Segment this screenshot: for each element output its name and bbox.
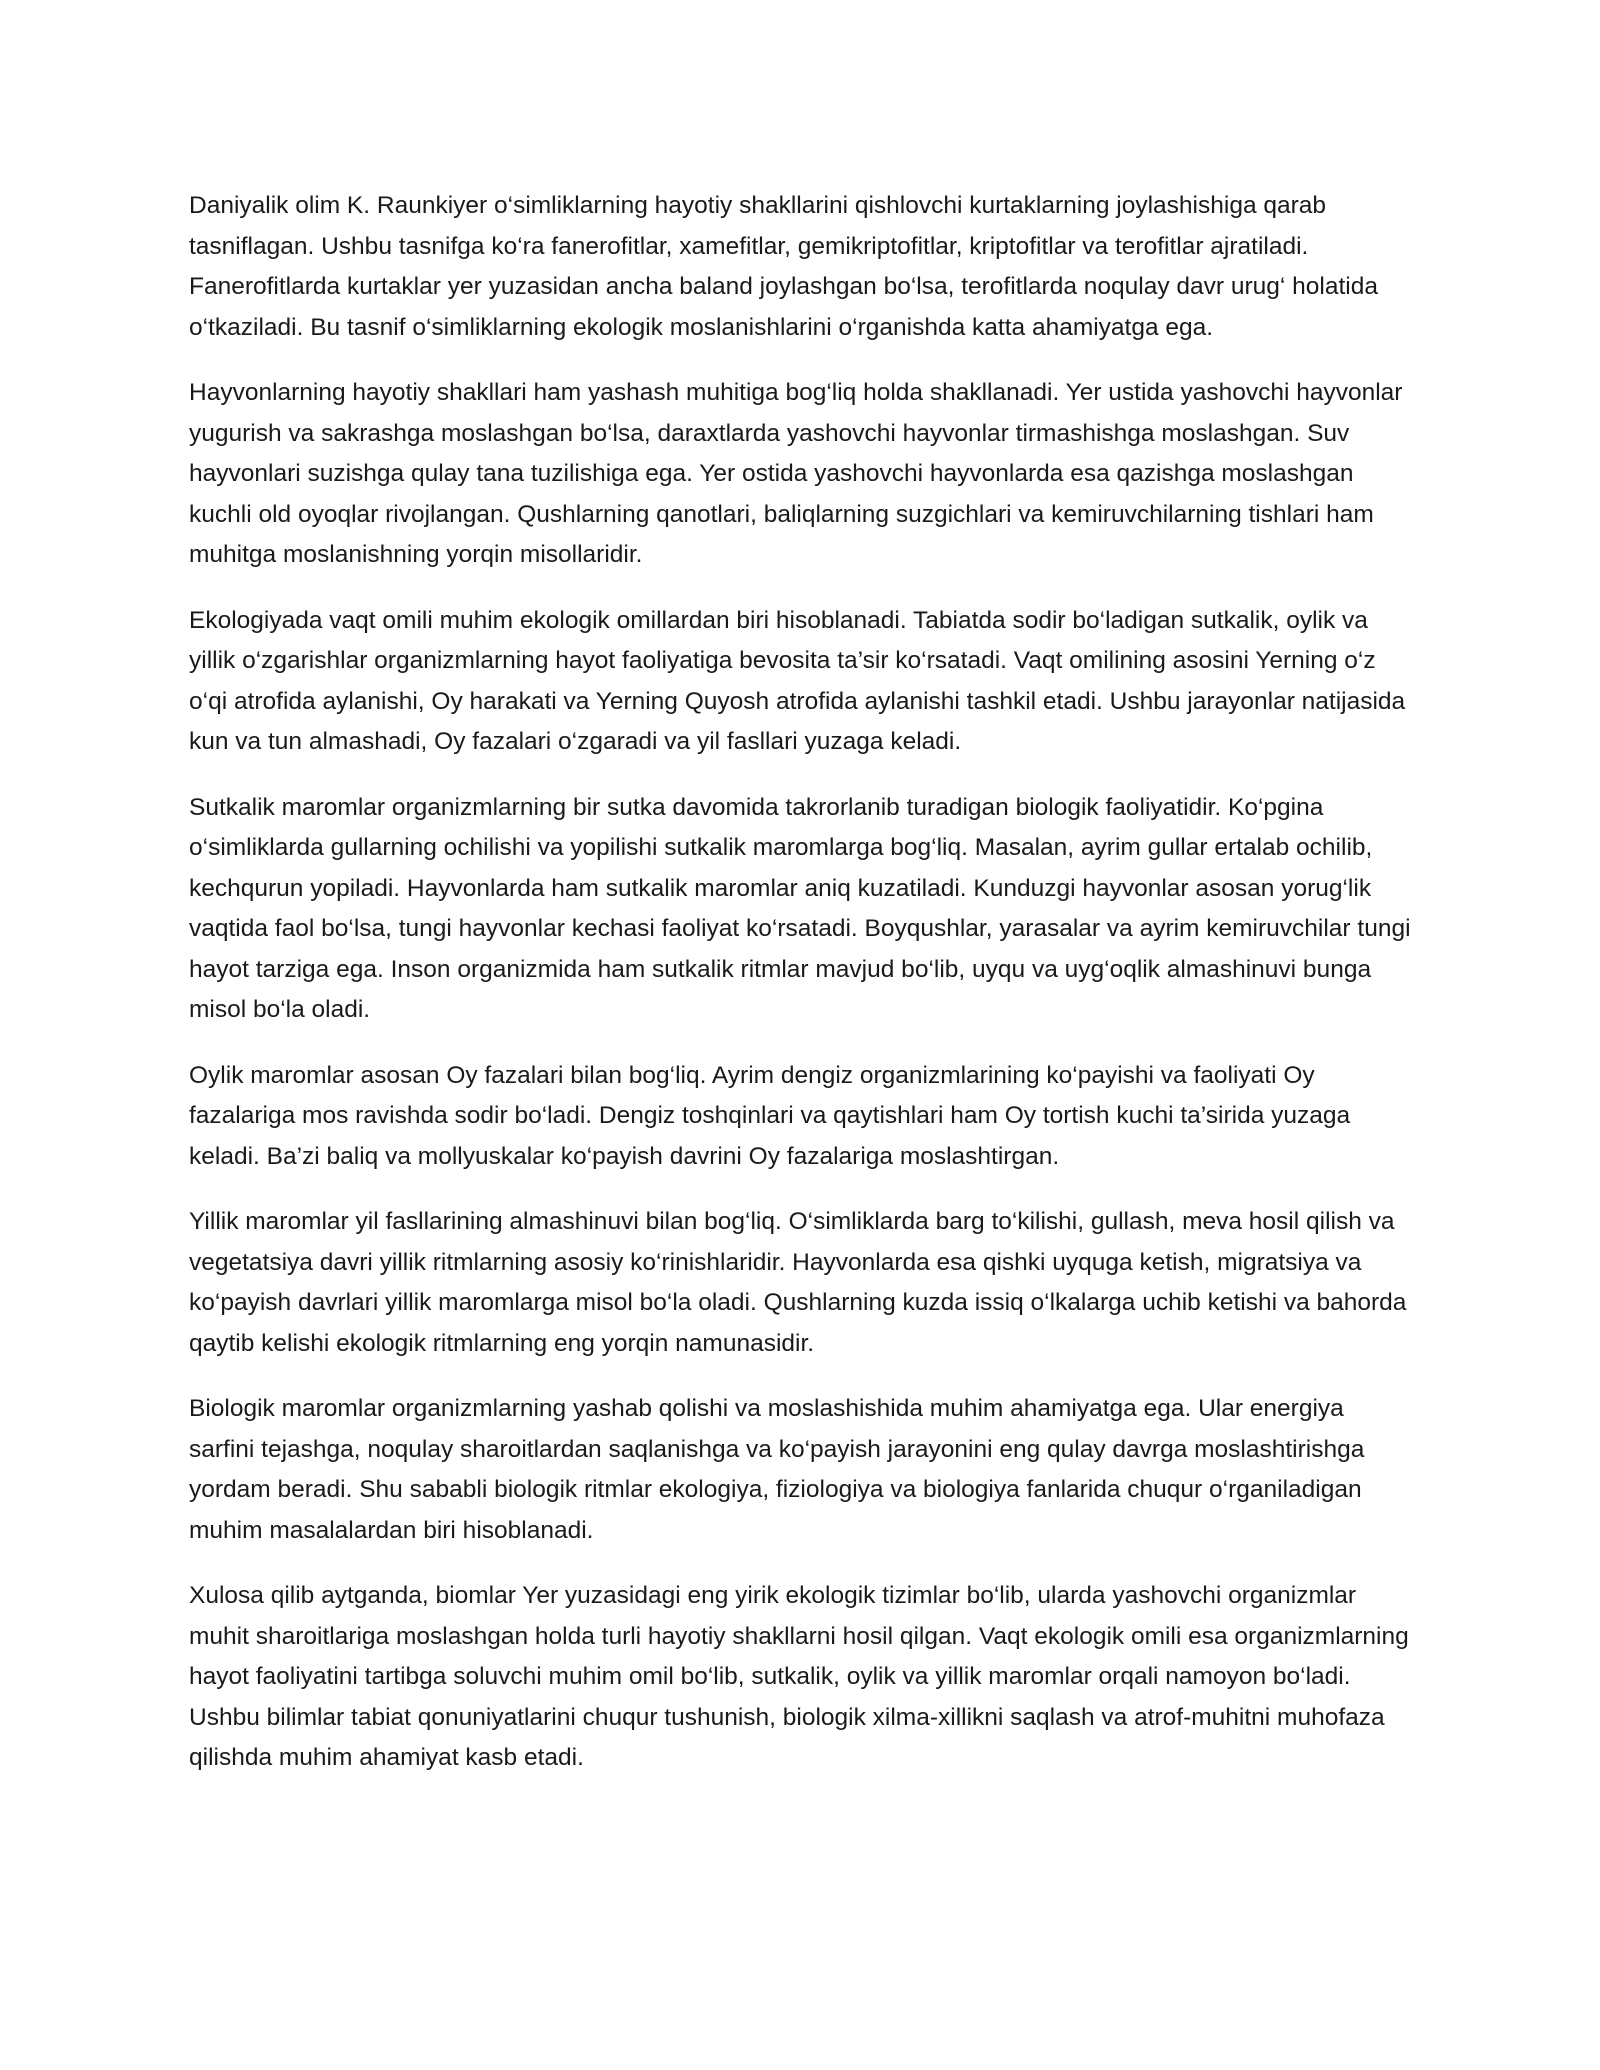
paragraph-monthly-rhythms: Oylik maromlar asosan Oy fazalari bilan bog‘liq. Ayrim dengiz organizmlarining ko‘payishi va faoliyati Oy fazalariga mos ravishda sodir bo‘ladi. Dengiz toshqinlari va qaytishlari ham Oy tortish kuchi ta’sirida yuzaga keladi. Ba’zi baliq va mollyuskalar ko‘payish davrini Oy fazalariga moslashtirgan. [189,1061,1351,1170]
paragraph-daily-rhythms: Sutkalik maromlar organizmlarning bir sutka davomida takrorlanib turadigan biologik faoliyatidir. Ko‘pgina o‘simliklarda gullarning ochilishi va yopilishi sutkalik maromlarga bog‘liq. Masalan, ayrim gullar ertalab ochilib, kechqurun yopiladi. Hayvonlarda ham sutkalik maromlar aniq kuzatiladi. Kunduzgi hayvonlar asosan yorug‘lik vaqtida faol bo‘lsa, tungi hayvonlar kechasi faoliyat ko‘rsatadi. Boyqushlar, yarasalar va ayrim kemiruvchilar tungi hayot tarziga ega. Inson organizmida ham sutkalik ritmlar mavjud bo‘lib, uyqu va uyg‘oqlik almashinuvi bunga misol bo‘la oladi. [189,793,1411,1023]
document-body [189,186,1411,1804]
paragraph-animal-life-forms: Hayvonlarning hayotiy shakllari ham yashash muhitiga bog‘liq holda shakllanadi. Yer ustida yashovchi hayvonlar yugurish va sakrashga moslashgan bo‘lsa, daraxtlarda yashovchi hayvonlar tirmashishga moslashgan. Suv hayvonlari suzishga qulay tana tuzilishiga ega. Yer ostida yashovchi hayvonlarda esa qazishga moslashgan kuchli old oyoqlar rivojlangan. Qushlarning qanotlari, baliqlarning suzgichlari va kemiruvchilarning tishlari ham muhitga moslanishning yorqin misollaridir. [189,379,1403,568]
paragraph-biological-rhythms-importance: Biologik maromlar organizmlarning yashab qolishi va moslashishida muhim ahamiyatga ega. Ular energiya sarfini tejashga, noqulay sharoitlardan saqlanishga va ko‘payish jarayonini eng qulay davrga moslashtirishga yordam beradi. Shu sababli biologik ritmlar ekologiya, fiziologiya va biologiya fanlarida chuqur o‘rganiladigan muhim masalalardan biri hisoblanadi. [189,1395,1365,1544]
paragraph-annual-rhythms: Yillik maromlar yil fasllarining almashinuvi bilan bog‘liq. O‘simliklarda barg to‘kilishi, gullash, meva hosil qilish va vegetatsiya davri yillik ritmlarning asosiy ko‘rinishlaridir. Hayvonlarda esa qishki uyquga ketish, migratsiya va ko‘payish davrlari yillik maromlarga misol bo‘la oladi. Qushlarning kuzda issiq o‘lkalarga uchib ketishi va bahorda qaytib kelishi ekologik ritmlarning eng yorqin namunasidir. [189,1208,1407,1357]
paragraph-raunkiaer-classification: Daniyalik olim K. Raunkiyer o‘simliklarning hayotiy shakllarini qishlovchi kurtaklarning joylashishiga qarab tasniflagan. Ushbu tasnifga ko‘ra fanerofitlar, xamefitlar, gemikriptofitlar, kriptofitlar va terofitlar ajratiladi. Fanerofitlarda kurtaklar yer yuzasidan ancha baland joylashgan bo‘lsa, terofitlarda noqulay davr urug‘ holatida o‘tkaziladi. Bu tasnif o‘simliklarning ekologik moslanishlarini o‘rganishda katta ahamiyatga ega. [189,192,1378,341]
paragraph-conclusion: Xulosa qilib aytganda, biomlar Yer yuzasidagi eng yirik ekologik tizimlar bo‘lib, ularda yashovchi organizmlar muhit sharoitlariga moslashgan holda turli hayotiy shakllarni hosil qilgan. Vaqt ekologik omili esa organizmlarning hayot faoliyatini tartibga soluvchi muhim omil bo‘lib, sutkalik, oylik va yillik maromlar orqali namoyon bo‘ladi. Ushbu bilimlar tabiat qonuniyatlarini chuqur tushunish, biologik xilma-xillikni saqlash va atrof-muhitni muhofaza qilishda muhim ahamiyat kasb etadi. [189,1582,1409,1771]
paragraph-time-factor: Ekologiyada vaqt omili muhim ekologik omillardan biri hisoblanadi. Tabiatda sodir bo‘ladigan sutkalik, oylik va yillik o‘zgarishlar organizmlarning hayot faoliyatiga bevosita ta’sir ko‘rsatadi. Vaqt omilining asosini Yerning o‘z o‘qi atrofida aylanishi, Oy harakati va Yerning Quyosh atrofida aylanishi tashkil etadi. Ushbu jarayonlar natijasida kun va tun almashadi, Oy fazalari o‘zgaradi va yil fasllari yuzaga keladi. [189,606,1406,755]
